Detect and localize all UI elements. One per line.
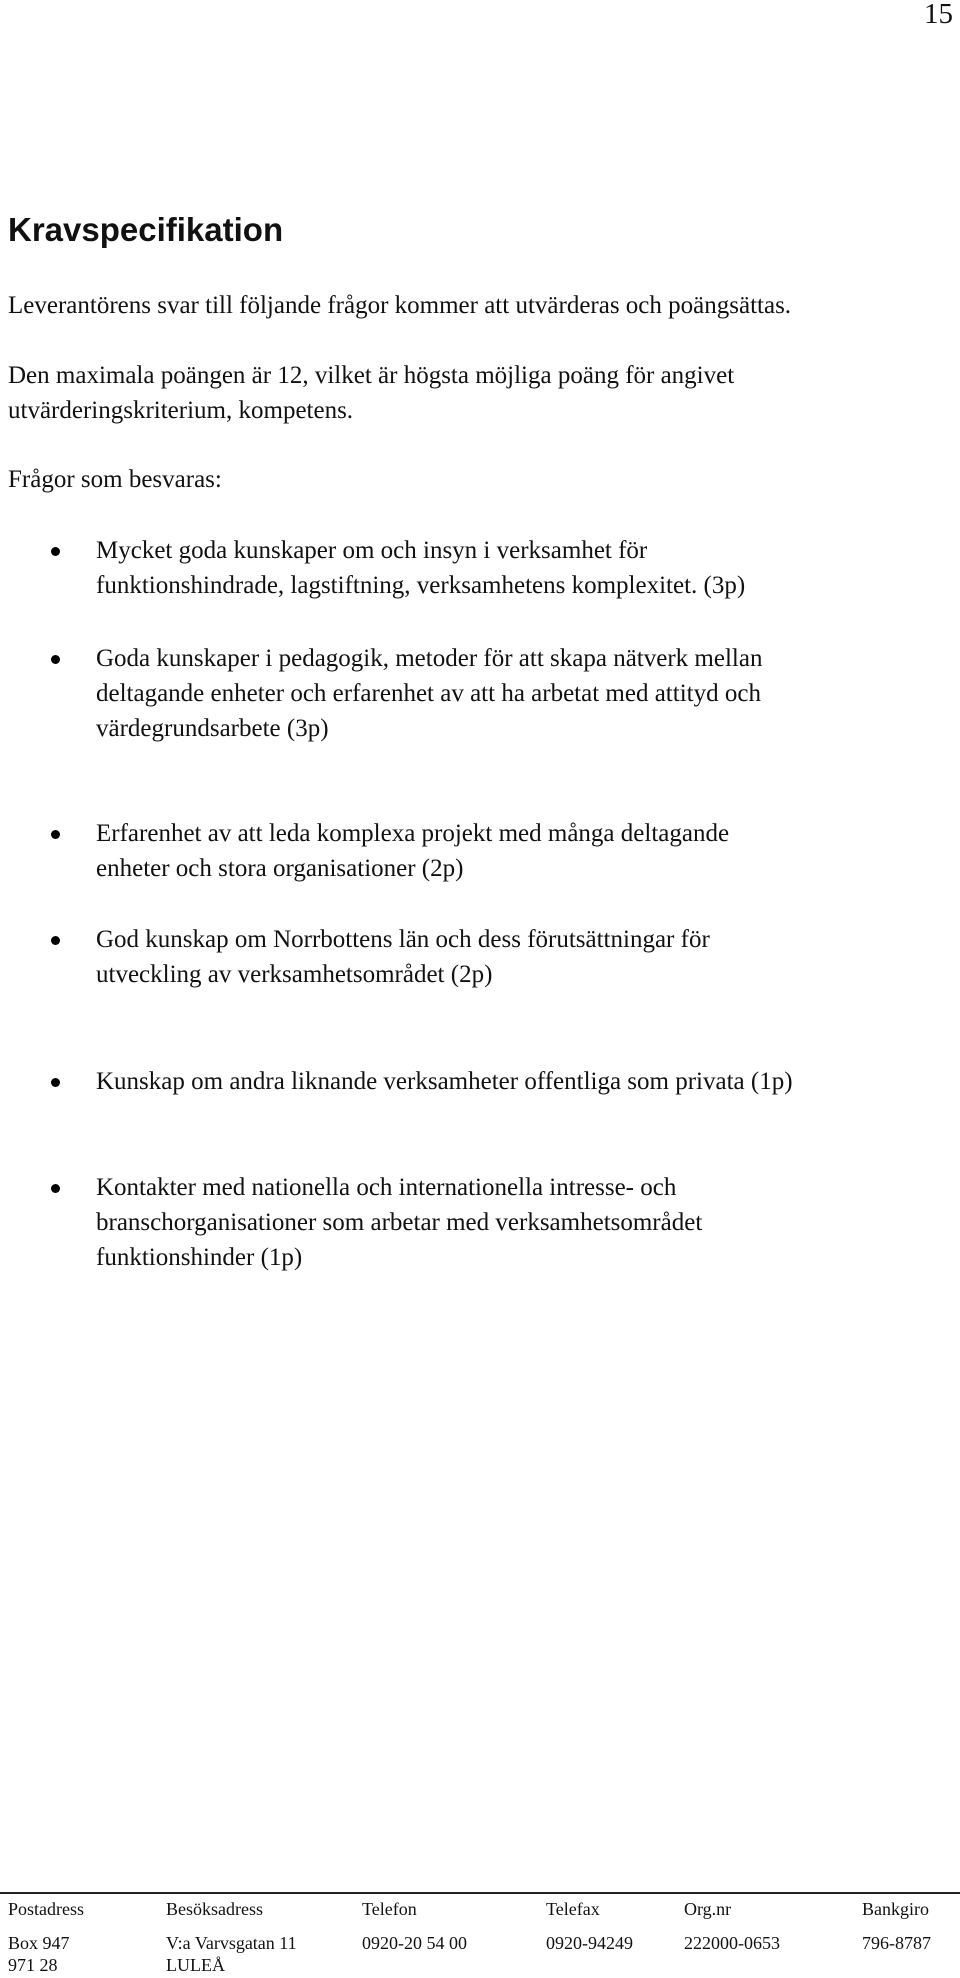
intro-paragraph: Leverantörens svar till följande frågor kommer att utvärderas och poängsättas. (8, 292, 792, 319)
max-points-line-2: utvärderingskriterium, kompetens. (8, 397, 354, 424)
list-item-text (96, 922, 948, 992)
list-item-line: enheter och stora organisationer (2p) (96, 855, 464, 882)
list-item-text (96, 1170, 948, 1275)
bullet-icon (51, 547, 60, 556)
footer-orgnr: 222000-0653 (684, 1933, 780, 1953)
page-title: Kravspecifikation (8, 211, 284, 248)
footer-besoksadress (166, 1932, 297, 1976)
max-points-paragraph (8, 358, 938, 428)
list-item-line: Kontakter med nationella och internationella intresse- och (96, 1174, 677, 1201)
footer-besoksadress-line: LULEÅ (166, 1955, 225, 1975)
list-item-line: värdegrundsarbete (3p) (96, 715, 329, 742)
list-item-line: Mycket goda kunskaper om och insyn i verksamhet för (96, 537, 648, 564)
footer-header-postadress: Postadress (8, 1899, 84, 1919)
list-item-text (96, 816, 948, 886)
list-item-line: Goda kunskaper i pedagogik, metoder för att skapa nätverk mellan (96, 645, 763, 672)
footer-header-telefax: Telefax (546, 1899, 600, 1919)
bullet-icon (51, 1078, 60, 1087)
bullet-icon (51, 1184, 60, 1193)
list-item-line: deltagande enheter och erfarenhet av att ha arbetat med attityd och (96, 680, 761, 707)
list-item-text (96, 641, 948, 746)
footer-divider (0, 1892, 960, 1894)
footer-telefon: 0920-20 54 00 (362, 1933, 467, 1953)
list-item-text (96, 1064, 948, 1099)
footer-postadress (8, 1932, 70, 1976)
page-number: 15 (924, 0, 953, 30)
footer-header-telefon: Telefon (362, 1899, 417, 1919)
footer-postadress-line: 971 28 (8, 1955, 58, 1975)
bullet-icon (51, 655, 60, 664)
max-points-line-1: Den maximala poängen är 12, vilket är högsta möjliga poäng för angivet (8, 362, 735, 389)
bullet-icon (51, 936, 60, 945)
list-item-text (96, 533, 948, 603)
footer-header-bankgiro: Bankgiro (862, 1899, 929, 1919)
footer-header-besoksadress: Besöksadress (166, 1899, 263, 1919)
footer-bankgiro: 796-8787 (862, 1933, 931, 1953)
list-item-line: Erfarenhet av att leda komplexa projekt med många deltagande (96, 820, 730, 847)
list-item-line: utveckling av verksamhetsområdet (2p) (96, 961, 493, 988)
questions-heading: Frågor som besvaras: (8, 466, 222, 493)
footer-telefax: 0920-94249 (546, 1933, 633, 1953)
footer-postadress-line: Box 947 (8, 1933, 70, 1953)
bullet-icon (51, 830, 60, 839)
footer-header-orgnr: Org.nr (684, 1899, 732, 1919)
list-item-line: God kunskap om Norrbottens län och dess förutsättningar för (96, 926, 710, 953)
list-item-line: Kunskap om andra liknande verksamheter offentliga som privata (1p) (96, 1068, 793, 1095)
footer-besoksadress-line: V:a Varvsgatan 11 (166, 1933, 297, 1953)
list-item-line: branschorganisationer som arbetar med verksamhetsområdet (96, 1209, 703, 1236)
list-item-line: funktionshindrade, lagstiftning, verksamhetens komplexitet. (3p) (96, 572, 746, 599)
list-item-line: funktionshinder (1p) (96, 1244, 303, 1271)
